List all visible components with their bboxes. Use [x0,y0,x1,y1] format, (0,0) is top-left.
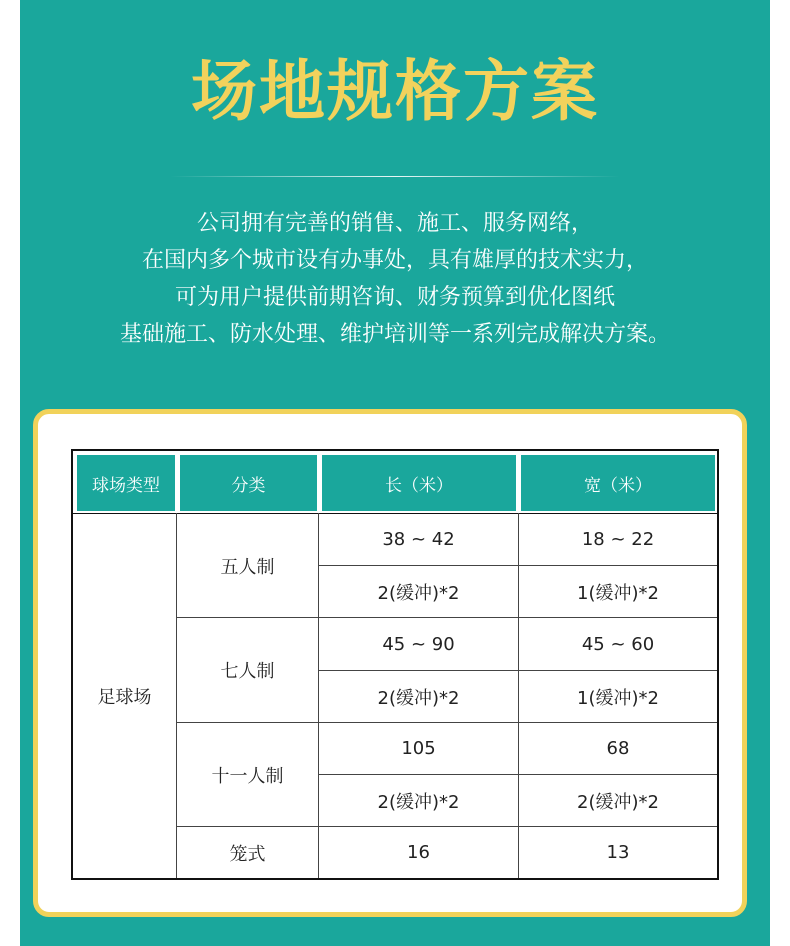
category-cell: 五人制 [220,556,275,578]
header-cell-type: 球场类型 [77,455,175,511]
width-cell: 1(缓冲)*2 [577,582,659,604]
length-cell: 2(缓冲)*2 [377,582,460,604]
width-cell: 1(缓冲)*2 [577,687,659,709]
intro-line: 可为用户提供前期咨询、财务预算到优化图纸 [174,285,615,310]
category-cell: 笼式 [229,843,266,865]
header-cell-category: 分类 [180,455,317,511]
category-cell: 十一人制 [211,765,284,787]
length-cell: 16 [407,842,430,863]
intro-line: 在国内多个城市设有办事处，具有雄厚的技术实力， [141,248,648,273]
width-cell: 13 [606,842,630,863]
type-cell: 足球场 [97,687,152,708]
category-cell: 七人制 [220,661,275,682]
intro-line: 公司拥有完善的销售、施工、服务网络， [196,211,593,236]
width-cell: 68 [606,738,630,759]
length-cell: 45 ~ 90 [382,633,455,655]
intro-text [20,205,770,353]
page-title: 场地规格方案 [191,53,599,130]
header-cell-length: 长（米） [322,455,516,511]
spec-table [71,449,719,880]
length-cell: 105 [401,738,436,759]
header-cell-width: 宽（米） [521,455,715,511]
title-divider [170,176,620,177]
length-cell: 38 ~ 42 [382,529,455,550]
width-cell: 2(缓冲)*2 [577,791,659,813]
length-cell: 2(缓冲)*2 [377,791,460,813]
width-cell: 45 ~ 60 [581,633,655,655]
width-cell: 18 ~ 22 [581,529,655,550]
intro-line: 基础施工、防水处理、维护培训等一系列完成解决方案。 [119,322,670,347]
length-cell: 2(缓冲)*2 [377,687,460,709]
